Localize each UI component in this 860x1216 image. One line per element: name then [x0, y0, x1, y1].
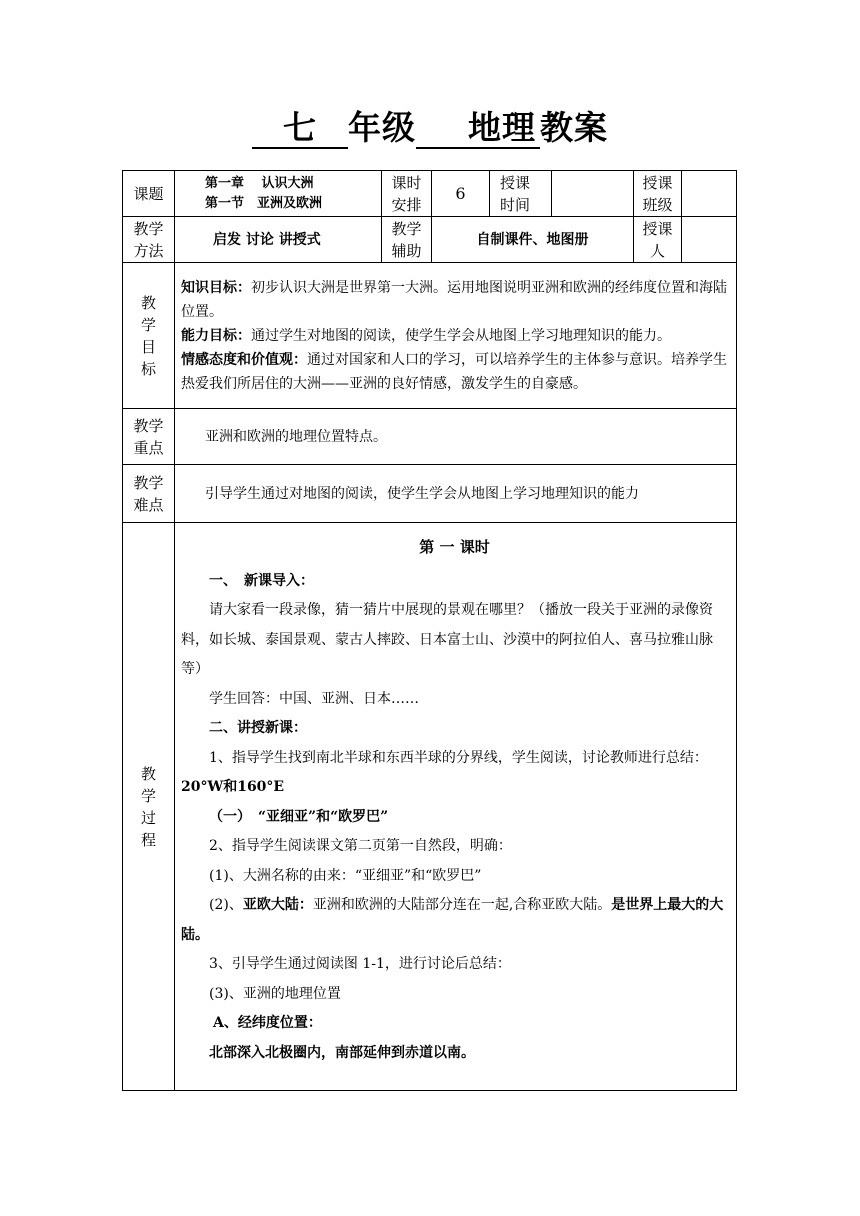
key-points-label: [123, 409, 175, 465]
class-label-line2: 班级: [642, 195, 673, 214]
hours-value: 6: [432, 171, 490, 217]
section-text: 第一节 亚洲及欧洲: [205, 195, 323, 211]
process-label-char2: 学: [140, 786, 156, 805]
aid-label-line2: 辅助: [391, 241, 422, 260]
document-title: [0, 106, 860, 150]
teacher-label: [634, 217, 682, 263]
objectives-content: [175, 263, 737, 409]
class-value: [682, 171, 737, 217]
topic-label: 课题: [123, 171, 175, 217]
hemisphere-text: 1、指导学生找到南北半球和东西半球的分界线，学生阅读，讨论教师进行总结：: [209, 749, 708, 766]
knowledge-text: 初步认识大洲是世界第一大洲。运用地图说明亚洲和欧洲的经纬度位置和海陆位置。: [181, 279, 727, 320]
teacher-label-line2: 人: [649, 241, 665, 260]
row-process: [123, 523, 737, 1091]
row-method: [123, 217, 737, 263]
emotion-head: 情感态度和价值观：: [181, 351, 307, 368]
knowledge-objective: [181, 276, 728, 324]
title-grade: 七: [252, 109, 348, 149]
class-label-line1: 授课: [642, 173, 673, 192]
aid-label: [382, 217, 432, 263]
objectives-label-char1: 教: [140, 293, 156, 312]
map-instruction: 3、引导学生通过阅读图 1-1，进行讨论后总结：: [209, 956, 511, 972]
row-objectives: [123, 263, 737, 409]
class-label: [634, 171, 682, 217]
heading-intro: 一、 新课导入：: [209, 572, 314, 589]
row-key-points: [123, 409, 737, 465]
title-subject: 地理: [416, 109, 540, 149]
time-label-line1: 授课: [500, 173, 531, 192]
key-points-text: 亚洲和欧洲的地理位置特点。: [175, 409, 737, 465]
eurasia-body: 亚洲和欧洲的大陆部分连在一起,合称亚欧大陆。: [312, 897, 612, 913]
aid-value: 自制课件、地图册: [432, 217, 634, 263]
ability-head: 能力目标：: [181, 327, 251, 344]
process-label-char3: 过: [140, 808, 156, 827]
chapter-text: 第一章 认识大洲: [205, 175, 314, 191]
heading-new-lesson: 二、讲授新课：: [209, 720, 307, 736]
teacher-label-line1: 授课: [642, 219, 673, 238]
process-label-char1: 教: [140, 764, 156, 783]
key-points-label-line1: 教学: [133, 416, 164, 435]
row-difficulties: [123, 465, 737, 523]
method-label-line2: 方法: [133, 241, 164, 260]
lesson-plan-table: [122, 170, 737, 1091]
lesson-title: 第 一 课时: [419, 538, 490, 556]
method-label: [123, 217, 175, 263]
student-answer: 学生回答：中国、亚洲、日本……: [209, 690, 419, 707]
process-label: [123, 523, 175, 1091]
ability-text: 通过学生对地图的阅读，使学生学会从地图上学习地理知识的能力。: [251, 327, 671, 344]
intro-text: 请大家看一段录像，猜一猜片中展现的景观在哪里？（播放一段关于亚洲的录像资料，如长城、泰国景观、蒙古人摔跤、日本富士山、沙漠中的阿拉伯人、喜马拉雅山脉等）: [181, 602, 713, 677]
hemisphere-lines: 20°W和160°E: [181, 779, 285, 795]
difficulties-label-line2: 难点: [133, 495, 164, 514]
process-content: [175, 523, 737, 1091]
asia-location-heading: (3)、亚洲的地理位置: [209, 985, 341, 1002]
emotion-objective: [181, 348, 728, 396]
hours-label: [382, 171, 432, 217]
objectives-label-char3: 目: [140, 337, 156, 356]
topic-value: [175, 171, 382, 217]
method-value: 启发 讨论 讲授式: [175, 217, 382, 263]
title-suffix: 教案: [540, 108, 608, 147]
ability-objective: [181, 324, 728, 348]
method-label-line1: 教学: [133, 219, 164, 238]
hours-label-line2: 安排: [391, 195, 422, 214]
row-topic: [123, 171, 737, 217]
title-grade-suffix: 年级: [348, 108, 416, 147]
difficulties-text: 引导学生通过对地图的阅读，使学生学会从地图上学习地理知识的能力: [175, 465, 737, 523]
objectives-label-char2: 学: [140, 315, 156, 334]
objectives-label-char4: 标: [140, 359, 156, 378]
eurasia-prefix: (2)、: [209, 897, 243, 913]
objectives-label: [123, 263, 175, 409]
hours-label-line1: 课时: [391, 173, 422, 192]
process-label-char4: 程: [140, 830, 156, 849]
knowledge-head: 知识目标：: [181, 279, 251, 296]
emotion-text: 通过对国家和人口的学习，可以培养学生的主体参与意识。培养学生热爱我们所居住的大洲——亚洲的良好情感，激发学生的自豪感。: [181, 351, 727, 392]
name-origin: (1)、大洲名称的由来：“亚细亚”和“欧罗巴”: [209, 867, 482, 884]
eurasia-head: 亚欧大陆：: [242, 897, 313, 913]
key-points-label-line2: 重点: [133, 438, 164, 457]
lat-long-text: 北部深入北极圈内，南部延伸到赤道以南。: [209, 1044, 475, 1061]
time-label-line2: 时间: [500, 195, 531, 214]
reading-instruction: 2、指导学生阅读课文第二页第一自然段，明确：: [209, 838, 512, 854]
eurasia-tail: 是世界上最大的大陆。: [181, 897, 724, 943]
lat-long-heading: A、经纬度位置：: [213, 1015, 322, 1031]
difficulties-label-line1: 教学: [133, 473, 164, 492]
difficulties-label: [123, 465, 175, 523]
time-value: [552, 171, 634, 217]
teacher-value: [682, 217, 737, 263]
time-label: [490, 171, 552, 217]
eurasia-text: [181, 891, 728, 950]
heading-asia-europe-names: （一） “亚细亚”和“欧罗巴”: [209, 808, 389, 825]
aid-label-line1: 教学: [391, 219, 422, 238]
